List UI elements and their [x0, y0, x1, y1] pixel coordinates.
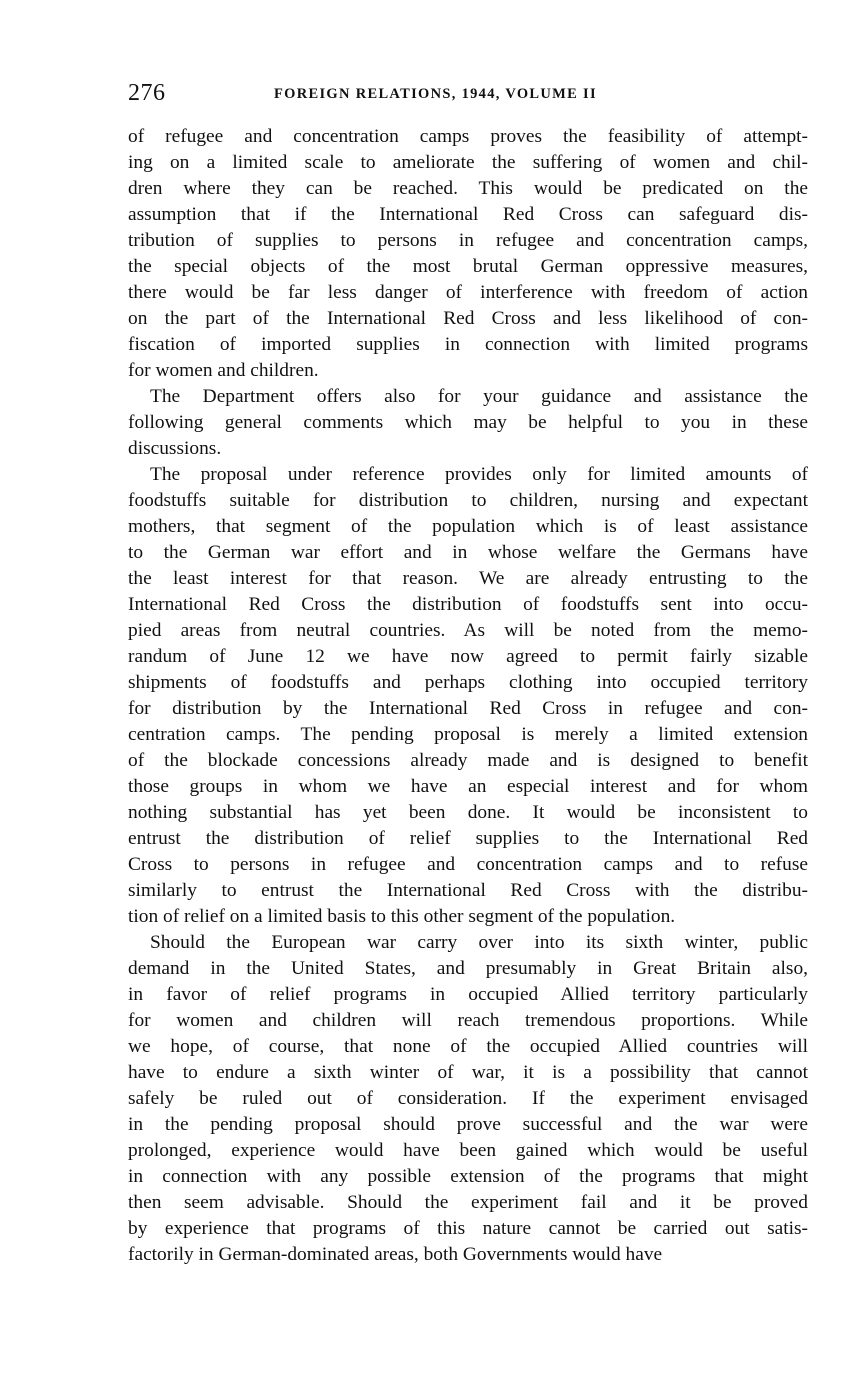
text-line: shipments of foodstuffs and perhaps clothing into occupied territory [128, 672, 808, 693]
text-line: for distribution by the International Red Cross in refugee and con- [128, 698, 808, 719]
text-line: of the blockade concessions already made and is designed to benefit [128, 750, 808, 771]
text-line: in connection with any possible extension of the programs that might [128, 1166, 808, 1187]
running-title: FOREIGN RELATIONS, 1944, VOLUME II [274, 86, 597, 102]
text-line: for women and children will reach tremendous proportions. While [128, 1010, 808, 1031]
paragraph-4 [128, 930, 808, 1268]
text-line: assumption that if the International Red Cross can safeguard dis- [128, 204, 808, 225]
text-line: nothing substantial has yet been done. It would be inconsistent to [128, 802, 808, 823]
text-line: prolonged, experience would have been gained which would be useful [128, 1140, 808, 1161]
text-line: by experience that programs of this nature cannot be carried out satis- [128, 1218, 808, 1239]
text-line: mothers, that segment of the population which is of least assistance [128, 516, 808, 537]
text-line: pied areas from neutral countries. As will be noted from the memo- [128, 620, 808, 641]
text-line: International Red Cross the distribution of foodstuffs sent into occu- [128, 594, 808, 615]
text-line: The Department offers also for your guidance and assistance the [150, 386, 808, 407]
text-line: fiscation of imported supplies in connection with limited programs [128, 334, 808, 355]
text-line: we hope, of course, that none of the occupied Allied countries will [128, 1036, 808, 1057]
text-line: there would be far less danger of interference with freedom of action [128, 282, 808, 303]
text-line: Should the European war carry over into its sixth winter, public [150, 932, 808, 953]
text-line: demand in the United States, and presumably in Great Britain also, [128, 958, 808, 979]
paragraph-3 [128, 462, 808, 930]
page-number: 276 [128, 80, 166, 106]
text-line: dren where they can be reached. This would be predicated on the [128, 178, 808, 199]
text-line: similarly to entrust the International Red Cross with the distribu- [128, 880, 808, 901]
text-line: centration camps. The pending proposal is merely a limited extension [128, 724, 808, 745]
text-line: entrust the distribution of relief supplies to the International Red [128, 828, 808, 849]
text-line: to the German war effort and in whose welfare the Germans have [128, 542, 808, 563]
text-line: randum of June 12 we have now agreed to permit fairly sizable [128, 646, 808, 667]
text-line: tion of relief on a limited basis to this other segment of the population. [128, 906, 676, 927]
text-line: tribution of supplies to persons in refugee and concentration camps, [128, 230, 808, 251]
text-line: the special objects of the most brutal German oppressive measures, [128, 256, 808, 277]
text-line: discussions. [128, 438, 222, 459]
text-line: The proposal under reference provides only for limited amounts of [150, 464, 808, 485]
text-line: for women and children. [128, 360, 319, 381]
text-line: then seem advisable. Should the experiment fail and it be proved [128, 1192, 808, 1213]
paragraph-2 [128, 384, 808, 462]
text-line: in favor of relief programs in occupied Allied territory particularly [128, 984, 808, 1005]
text-line: ing on a limited scale to ameliorate the suffering of women and chil- [128, 152, 808, 173]
text-line: factorily in German-dominated areas, both Governments would have [128, 1244, 663, 1265]
text-line: in the pending proposal should prove successful and the war were [128, 1114, 808, 1135]
text-line: safely be ruled out of consideration. If the experiment envisaged [128, 1088, 808, 1109]
text-line: have to endure a sixth winter of war, it is a possibility that cannot [128, 1062, 808, 1083]
text-line: following general comments which may be helpful to you in these [128, 412, 808, 433]
running-header [128, 80, 808, 120]
text-line: on the part of the International Red Cross and less likelihood of con- [128, 308, 808, 329]
document-page [128, 80, 808, 1268]
text-line: the least interest for that reason. We are already entrusting to the [128, 568, 808, 589]
paragraph-1 [128, 124, 808, 384]
text-line: Cross to persons in refugee and concentration camps and to refuse [128, 854, 808, 875]
text-line: foodstuffs suitable for distribution to children, nursing and expectant [128, 490, 808, 511]
body-text [128, 124, 808, 1268]
text-line: those groups in whom we have an especial interest and for whom [128, 776, 808, 797]
text-line: of refugee and concentration camps proves the feasibility of attempt- [128, 126, 808, 147]
